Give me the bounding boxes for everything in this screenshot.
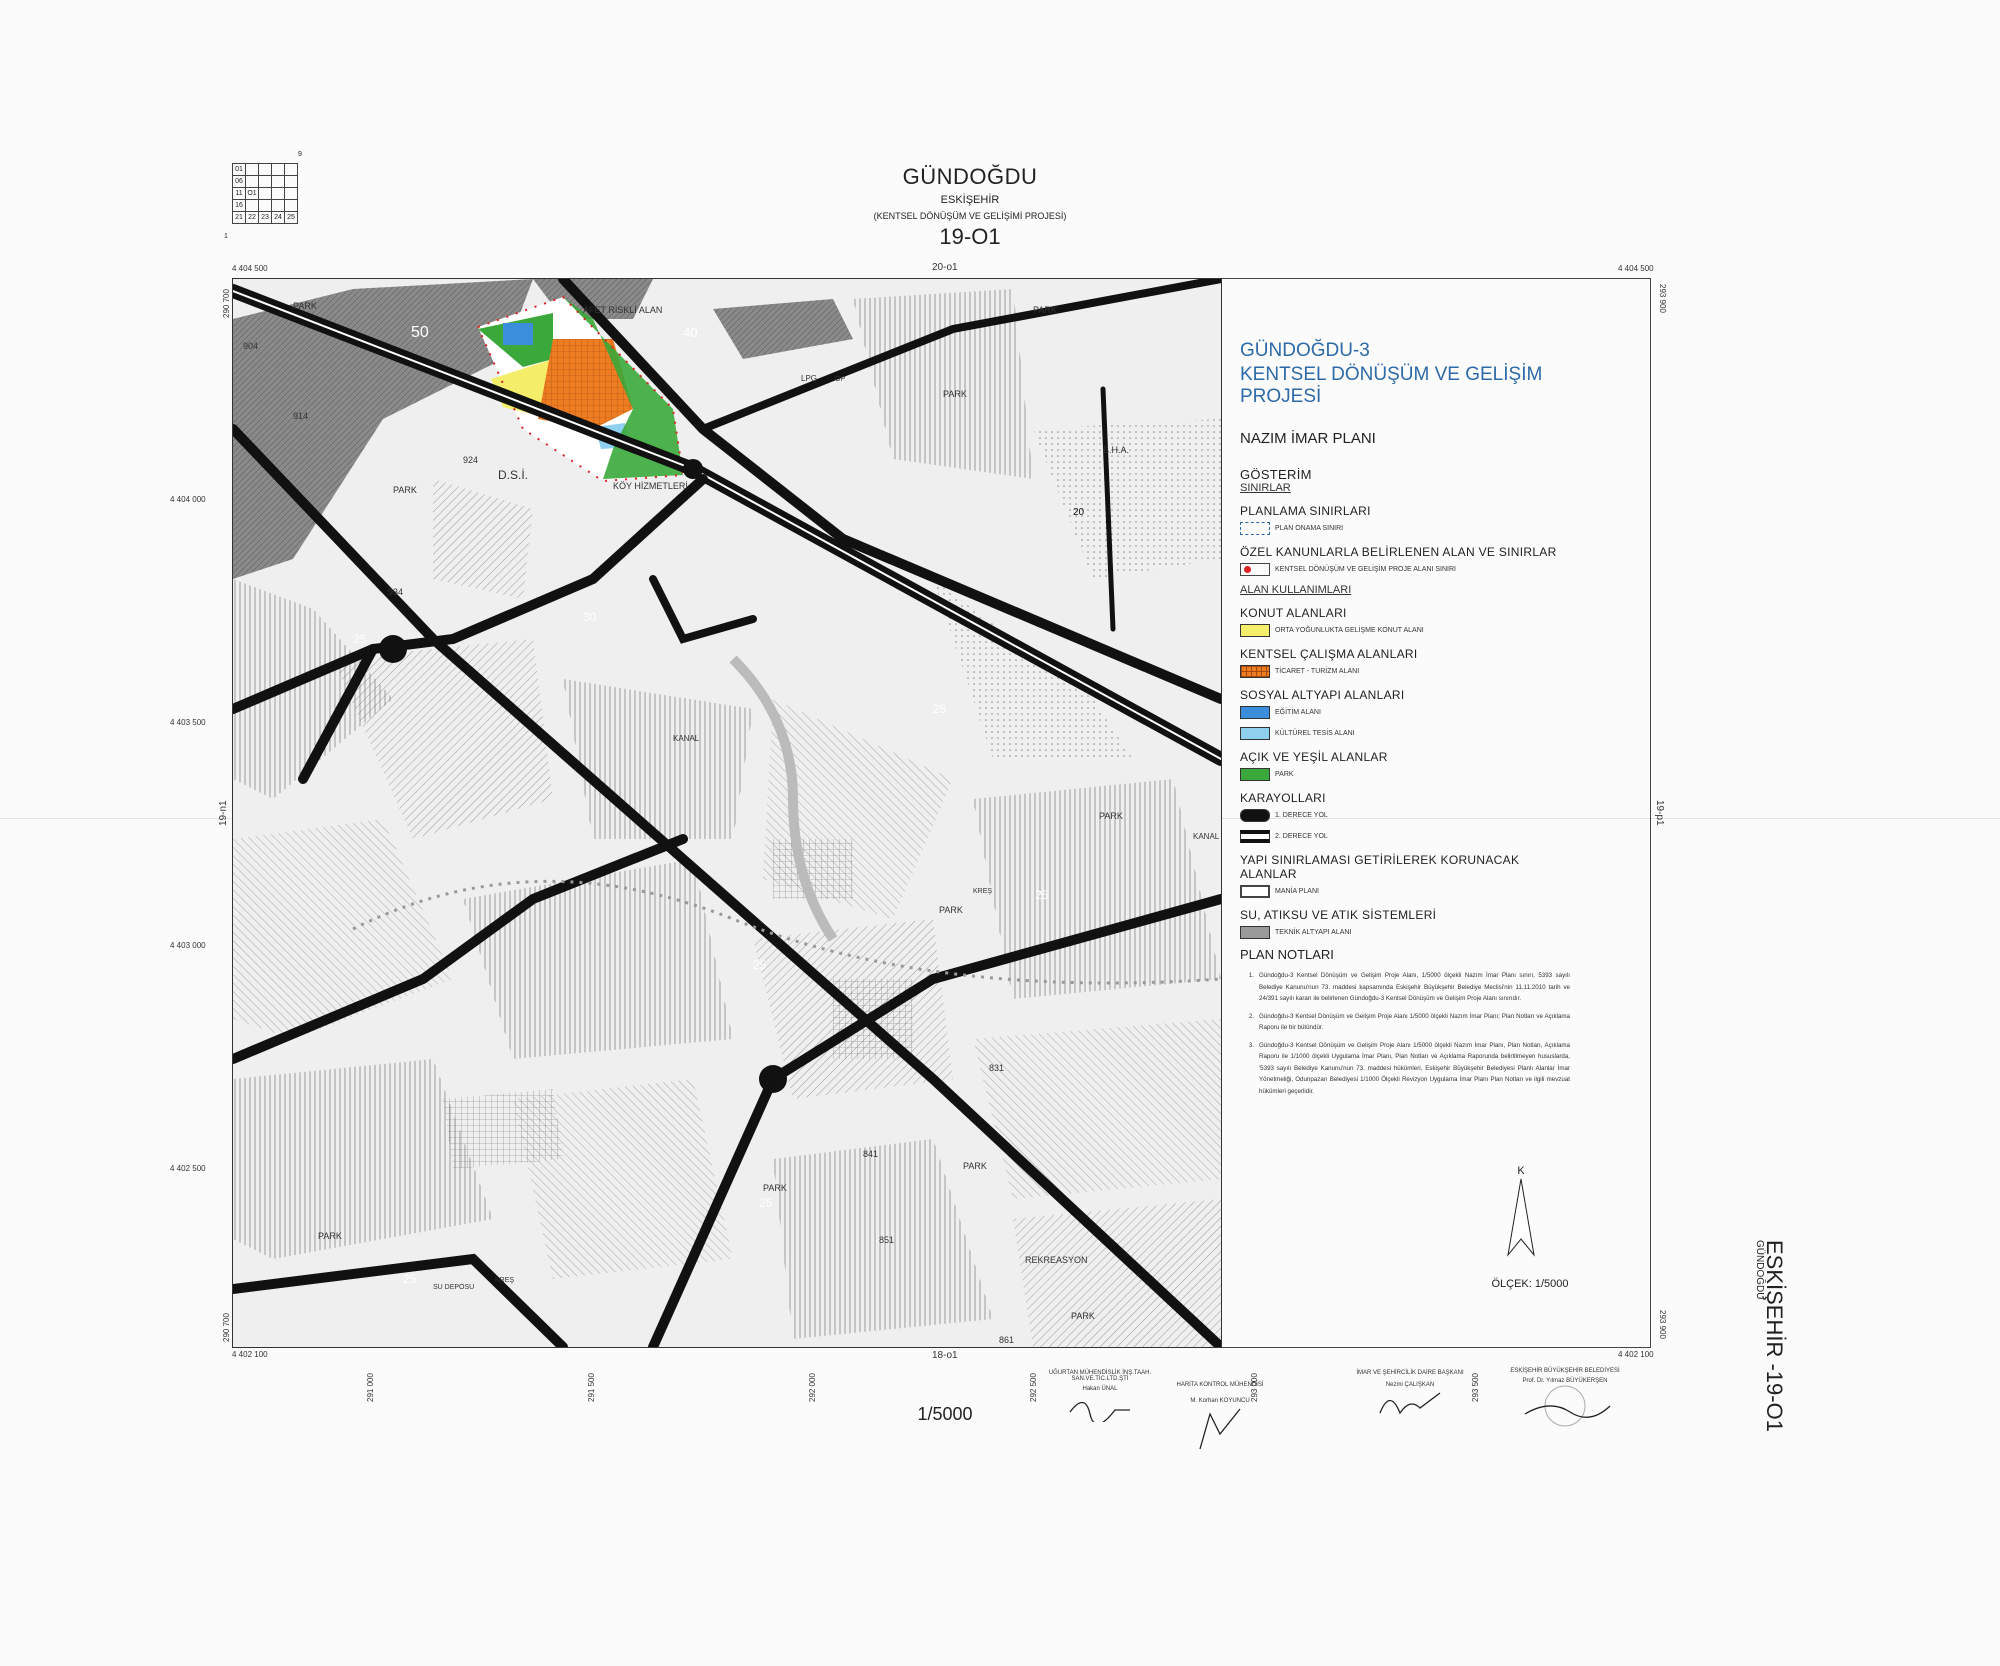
map-title: GÜNDOĞDU [902,164,1038,189]
label-parcel: 914 [293,411,309,421]
map-city: ESKİŞEHİR [940,194,1000,206]
legend-swatch [1240,809,1270,822]
index-cell [246,200,259,212]
legend-item [1240,706,1570,719]
legend-text: PLAN ONAMA SINIRI [1275,525,1344,532]
legend-swatch [1240,665,1270,678]
signature-scribble [1370,1388,1450,1418]
label-park: PARK [963,1161,987,1171]
index-cell: 11 [233,188,246,200]
road-number: 50 [411,324,429,341]
index-cell: 16 [233,200,246,212]
index-cell: 22 [246,212,259,224]
legend-item [1240,727,1570,740]
legend-text: PARK [1275,771,1294,778]
scale-big: 1/5000 [917,1404,973,1424]
legend-sinirlar: SINIRLAR [1240,482,1291,494]
index-cell [285,188,298,200]
parcel [973,1019,1221,1199]
signature-scribble [1180,1404,1260,1454]
signature-name: M. Korhan KOYUNCU [1190,1398,1250,1404]
signature-block [1350,1370,1470,1420]
sheet-index-grid [224,151,302,245]
legend-swatch [1240,706,1270,719]
legend-text: ORTA YOĞUNLUKTA GELİŞME KONUT ALANI [1275,627,1424,634]
coord-right-center: 19-p1 [1654,800,1665,826]
index-cell [285,200,298,212]
label-park: PARK [943,389,967,399]
index-cell: 21 [233,212,246,224]
index-cell [272,164,285,176]
index-cell [246,164,259,176]
label-kanal: KANAL [1193,832,1220,841]
signature-block [1030,1370,1170,1424]
legend-item [1240,624,1570,637]
junction [683,459,703,479]
plan-note-text: Gündoğdu-3 Kentsel Dönüşüm ve Gelişim Proje Alanı, 1/5000 ölçekli Nazım İmar Planı sınırı, 5393 sayılı Belediye Kanunu'nun 73. maddesi kapsamında Eskişehir Büyükşehir Belediye Meclisi'nin 11.11.2010 tarih ve 24/391 sayılı kararı ile belirlenen Gündoğdu-3 Kentsel Dönüşüm ve Gelişim Proje Alanı sınırıdır. [1259,972,1570,1002]
legend-subheading: ALAN KULLANIMLARI [1240,584,1352,596]
coord-left-corner-bottom: 290 700 [222,1313,231,1342]
coord-bottom-tick: 291 000 [366,1373,375,1402]
road-number: 30 [583,610,597,624]
index-cell [272,200,285,212]
label-park: PARK [1071,1311,1095,1321]
plan-note-number: 3. [1248,1041,1254,1049]
coord-left-tick: 4 404 000 [170,495,206,504]
north-letter: K [1517,1165,1525,1177]
index-cell [272,188,285,200]
coord-bottom-tick: 293 500 [1471,1373,1480,1402]
index-cell: 25 [285,212,298,224]
coord-left-center: 19-n1 [218,800,229,826]
label-parcel: 851 [879,1235,895,1245]
label-parcel: 861 [999,1335,1015,1345]
index-table [232,163,298,224]
legend-item [1240,665,1570,678]
label-parcel: 904 [243,341,259,351]
label-afet: AFET RİSKLİ ALAN [583,305,663,315]
road-number: 40 [683,325,698,340]
label-park: PARK [318,1231,342,1241]
signature-org: ESKİŞEHİR BÜYÜKŞEHİR BELEDİYESİ [1510,1368,1620,1374]
legend-swatch [1240,522,1270,535]
coord-right-corner-top: 293 900 [1658,284,1667,313]
legend-heading: SOSYAL ALTYAPI ALANLARI [1240,688,1405,702]
index-cell: 24 [272,212,285,224]
legend-swatch [1240,563,1270,576]
legend [1240,340,1570,939]
plan-note [1240,1011,1570,1034]
legend-item [1240,768,1570,781]
legend-text: TEKNİK ALTYAPI ALANI [1275,929,1352,936]
road-number: 25 [759,1196,773,1210]
index-cell: 06 [233,176,246,188]
legend-item [1240,522,1570,535]
plan-note-number: 2. [1248,1012,1254,1020]
index-cell [259,176,272,188]
coord-left-tick: 4 402 500 [170,1164,206,1173]
parcel [443,1089,563,1169]
signature-name: Prof. Dr. Yılmaz BÜYÜKERŞEN [1522,1378,1608,1384]
road-number: 25 [1035,888,1049,902]
legend-item [1240,830,1570,843]
plan-note [1240,1040,1570,1098]
road-number: 25 [403,1272,417,1286]
legend-subtitle: KENTSEL DÖNÜŞÜM VE GELİŞİM PROJESİ [1240,364,1543,407]
legend-item [1240,885,1570,898]
junction [379,635,407,663]
label-parcel: 841 [863,1149,879,1159]
index-cell [259,200,272,212]
coord-bottom-center: 18-o1 [932,1350,958,1361]
legend-text: EĞİTİM ALANI [1275,709,1321,716]
label-su-deposu: SU DEPOSU [433,1284,475,1291]
side-sheet-label: ESKİŞEHİR -19-O1 [1762,1240,1787,1432]
index-corner-top: 9 [298,151,302,158]
road-number: 25 [353,632,367,646]
legend-text: KENTSEL DÖNÜŞÜM VE GELİŞİM PROJE ALANI SINIRI [1275,566,1457,573]
coord-left-tick: 4 403 500 [170,718,206,727]
index-cell: 01 [233,164,246,176]
education-area [503,323,533,345]
coord-left-tick: 4 403 000 [170,941,206,950]
junction [759,1065,787,1093]
scale-label: ÖLÇEK: 1/5000 [1491,1278,1569,1290]
signature-name: Hakan ÜNAL [1082,1386,1118,1392]
signature-scribble [1060,1392,1140,1422]
index-corner-bottom: 1 [224,233,228,240]
signature-org: HARİTA KONTROL MÜHENDİSİ [1176,1382,1264,1388]
coord-bottom-tick: 292 500 [1029,1373,1038,1402]
legend-swatch [1240,885,1270,898]
plan-note-text: Gündoğdu-3 Kentsel Dönüşüm ve Gelişim Proje Alanı 1/5000 ölçekli Nazım İmar Planı, Plan Notları, Açıklama Raporu ile 1/1000 ölçekli Uygulama İmar Planı, Plan Notları ve Açıklama Raporunda belirtilmeyen hususlarda, '5393 sayılı Belediye Kanunu'nun 73. maddesi hükümleri, Eskişehir Büyükşehir Belediyesi Planlı Alanlar İmar Yönetmeliği, Odunpazarı Belediyesi 1/1000 Ölçekli Revizyon Uygulama İmar Planı Plan Notları ve ilgili mevzuat hükümleri geçerlidir. [1259,1041,1570,1095]
index-cell [259,164,272,176]
signature-name: Nezmi ÇALIŞKAN [1385,1382,1435,1388]
legend-title: GÜNDOĞDU-3 [1240,340,1370,361]
legend-text: KÜLTÜREL TESİS ALANI [1275,730,1355,737]
legend-text: TİCARET - TURİZM ALANI [1275,668,1360,675]
plan-note [1240,970,1570,1005]
legend-heading: SU, ATIKSU VE ATIK SİSTEMLERİ [1240,908,1437,922]
plan-note-number: 1. [1248,972,1254,979]
parcel [1013,1199,1221,1347]
signature-org: İMAR VE ŞEHİRCİLİK DAİRE BAŞKANI [1356,1370,1464,1376]
coord-top-left: 4 404 500 [232,264,268,273]
label-lpg: LPG [801,374,818,383]
legend-text: MANİA PLANI [1275,888,1319,895]
legend-swatch [1240,830,1270,843]
coord-bottom-tick: 293 000 [1250,1373,1259,1402]
legend-swatch [1240,926,1270,939]
coord-bottom-right: 4 402 100 [1618,1350,1654,1359]
label-park: PARK [1099,811,1123,821]
legend-heading: ÖZEL KANUNLARLA BELİRLENEN ALAN VE SINIRLAR [1240,545,1557,559]
label-koy: KÖY HİZMETLERİ [613,481,688,491]
signature-org: UĞURTAN MÜHENDİSLİK İNŞ.TAAH. SAN.VE.TİC.LTD.ŞTİ [1048,1370,1152,1382]
legend-heading: KONUT ALANLARI [1240,606,1347,620]
plan-note-text: Gündoğdu-3 Kentsel Dönüşüm ve Gelişim Proje Alanı 1/5000 ölçekli Nazım İmar Planı; Plan Notları ve Açıklama Raporu ile bir bütündür. [1259,1012,1570,1031]
legend-item [1240,926,1570,939]
road-number: 25 [753,958,767,972]
label-op: OP [835,376,846,383]
legend-text: 2. DERECE YOL [1275,833,1328,840]
label-parcel: 934 [388,587,404,597]
side-sheet-sub: GÜNDOĞDU [1754,1240,1765,1300]
legend-swatch [1240,768,1270,781]
index-cell [246,176,259,188]
road-number: 25 [933,702,947,716]
road-number: 20 [1073,507,1085,518]
label-park: PARK [1033,305,1057,315]
map-area [232,278,1222,1348]
legend-plan-name: NAZIM İMAR PLANI [1240,430,1376,447]
map-canvas [233,279,1221,1347]
legend-item [1240,563,1570,576]
index-cell [285,176,298,188]
label-park: PARK [763,1183,787,1193]
legend-heading: KARAYOLLARI [1240,791,1326,805]
legend-heading: AÇIK VE YEŞİL ALANLAR [1240,750,1388,764]
label-kanal: KANAL [673,734,700,743]
index-cell [259,188,272,200]
legend-heading: KENTSEL ÇALIŞMA ALANLARI [1240,647,1418,661]
coord-top-right: 4 404 500 [1618,264,1654,273]
label-parcel: 924 [463,455,479,465]
coord-bottom-left: 4 402 100 [232,1350,268,1359]
legend-gosterim: GÖSTERİM [1240,467,1312,482]
coord-bottom-tick: 292 000 [808,1373,817,1402]
signature-block [1500,1368,1630,1436]
label-dsi: D.S.İ. [498,468,529,482]
label-park: PARK [393,485,417,495]
legend-text: 1. DERECE YOL [1275,812,1328,819]
label-rekreasyon: REKREASYON [1025,1255,1088,1265]
label-parcel: 831 [989,1063,1005,1073]
plan-notes-title: PLAN NOTLARI [1240,947,1334,962]
north-arrow-icon [1506,1165,1536,1265]
coord-left-corner-top: 290 700 [222,289,231,318]
map-project: (KENTSEL DÖNÜŞÜM VE GELİŞİMİ PROJESİ) [873,211,1067,221]
signature-block [1160,1382,1280,1456]
legend-item [1240,809,1570,822]
index-cell [285,164,298,176]
seal-stamp-icon [1510,1384,1620,1434]
map-sheet-number: 19-O1 [939,224,1001,249]
index-cell: 23 [259,212,272,224]
legend-swatch [1240,624,1270,637]
label-kres: KREŞ [495,1277,515,1284]
index-cell [272,176,285,188]
coord-top-center: 20-o1 [932,262,958,273]
plan-notes [1240,947,1570,1103]
legend-heading: PLANLAMA SINIRLARI [1240,504,1371,518]
coord-bottom-tick: 291 500 [587,1373,596,1402]
label-bha: B.H.A. [1103,445,1130,455]
index-cell: O1 [246,188,259,200]
legend-swatch [1240,727,1270,740]
label-park: PARK [293,301,317,311]
legend-heading: YAPI SINIRLAMASI GETİRİLEREK KORUNACAK ALANLAR [1240,853,1520,881]
label-park: PARK [939,905,963,915]
label-kres: KREŞ [973,888,993,895]
coord-right-corner-bottom: 293 900 [1658,1310,1667,1339]
